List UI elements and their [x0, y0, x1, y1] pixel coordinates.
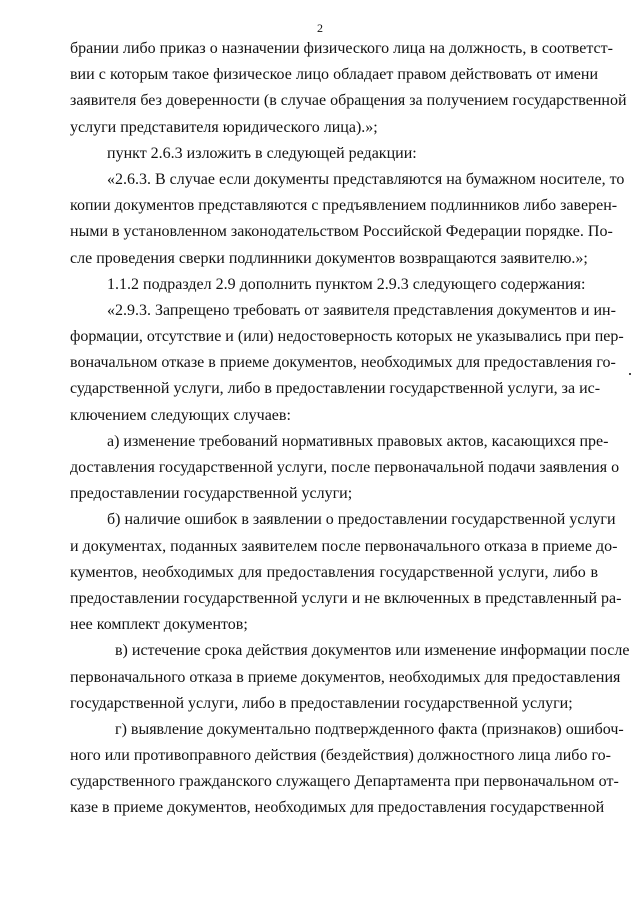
document-body	[70, 36, 630, 822]
text-line: нее комплект документов;	[70, 616, 248, 634]
text-line: 1.1.2 подраздел 2.9 дополнить пунктом 2.9.3 следующего содержания:	[107, 275, 586, 293]
text-line: государственной услуги, либо в предоставлении государственной услуги;	[70, 694, 573, 712]
text-line: ного или противоправного действия (бездействия) должностного лица либо го-	[70, 747, 611, 765]
page-number: 2	[317, 21, 323, 35]
text-line: копии документов представляются с предъявлением подлинников либо заверен-	[70, 197, 618, 215]
text-line: доставления государственной услуги, после первоначальной подачи заявления о	[70, 459, 620, 476]
text-line: вии с которым такое физическое лицо обладает правом действовать от имени	[70, 66, 598, 84]
text-line: «2.6.3. В случае если документы представляются на бумажном носителе, то	[107, 170, 625, 188]
text-line: формации, отсутствие и (или) недостоверность которых не указывались при пер-	[70, 328, 624, 346]
text-line: г) выявление документально подтвержденного факта (признаков) ошибоч-	[115, 720, 624, 738]
text-line: «2.9.3. Запрещено требовать от заявителя представления документов и ин-	[107, 301, 616, 319]
text-line: казе в приеме документов, необходимых для предоставления государственной	[70, 799, 605, 817]
text-line: ными в установленном законодательством Российской Федерации порядке. По-	[70, 223, 613, 241]
text-line: пункт 2.6.3 изложить в следующей редакции:	[107, 144, 417, 162]
text-line: ключением следующих случаев:	[70, 406, 291, 424]
text-line: первоначального отказа в приеме документов, необходимых для предоставления	[70, 668, 621, 686]
text-line: сударственной услуги, либо в предоставлении государственной услуги, за ис-	[70, 380, 601, 398]
text-line: в) истечение срока действия документов или изменение информации после	[115, 642, 630, 660]
text-line: заявителя без доверенности (в случае обращения за получением государственной	[70, 92, 627, 110]
text-line: услуги представителя юридического лица).»;	[70, 118, 378, 136]
text-line: сударственного гражданского служащего Департамента при первоначальном от-	[70, 773, 619, 791]
text-line: кументов, необходимых для предоставления государственной услуги, либо в	[70, 563, 598, 581]
text-line: брании либо приказ о назначении физического лица на должность, в соответст-	[70, 40, 613, 57]
scan-speck	[629, 373, 631, 375]
text-line: и документах, поданных заявителем после первоначального отказа в приеме до-	[70, 537, 618, 555]
text-line: предоставлении государственной услуги и не включенных в представленный ра-	[70, 589, 622, 607]
text-line: сле проведения сверки подлинники документов возвращаются заявителю.»;	[70, 249, 588, 267]
text-line: а) изменение требований нормативных правовых актов, касающихся пре-	[107, 432, 609, 450]
text-line: предоставлении государственной услуги;	[70, 485, 353, 503]
text-line: б) наличие ошибок в заявлении о предоставлении государственной услуги	[107, 511, 616, 529]
text-line: воначальном отказе в приеме документов, необходимых для предоставления го-	[70, 354, 616, 372]
